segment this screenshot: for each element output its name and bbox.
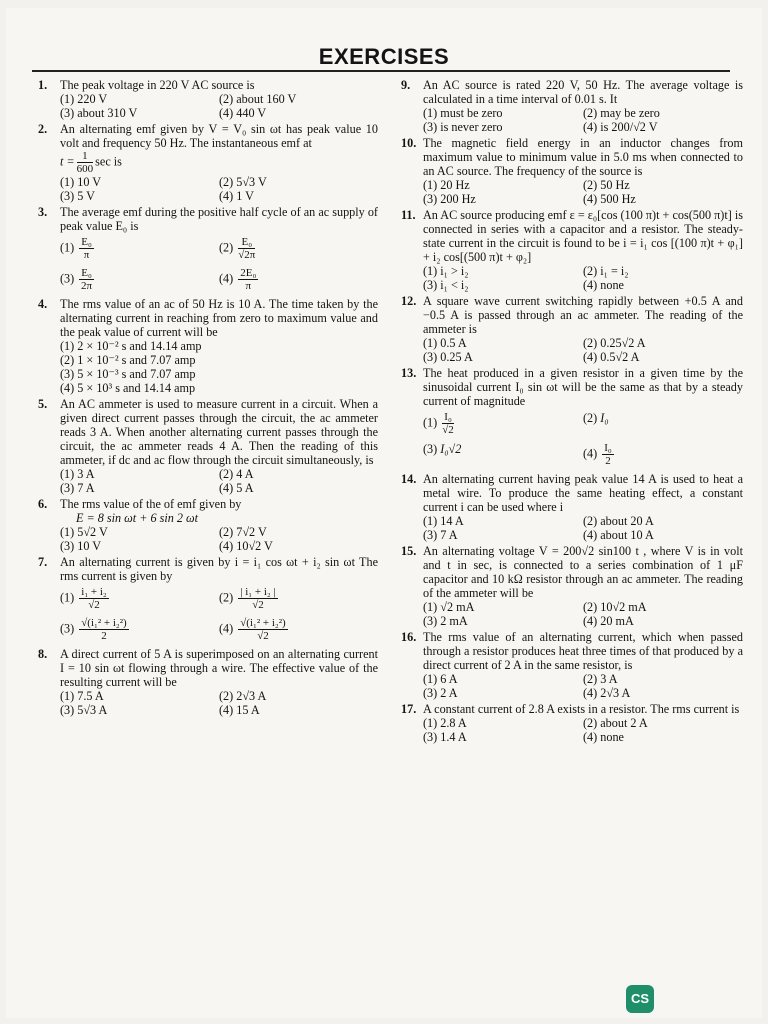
fraction xyxy=(442,411,454,436)
fraction-denominator: √2 xyxy=(252,599,264,611)
option: (1) 2.8 A xyxy=(423,716,467,730)
options xyxy=(60,467,378,495)
question-number: 10. xyxy=(401,136,417,150)
option: (1) 6 A xyxy=(423,672,458,686)
option: (2) about 2 A xyxy=(583,716,648,730)
options xyxy=(60,233,378,295)
question-item xyxy=(401,208,743,292)
option: (3) 10 V xyxy=(60,539,102,553)
option: (4) 15 A xyxy=(219,703,260,717)
option: (4) is 200/√2 V xyxy=(583,120,658,134)
option: (2) i₁ = i₂ xyxy=(583,264,629,278)
question-text: A direct current of 5 A is superimposed on an alternating current I = 10 sin ωt flowing through a wire. The effective value of the resulting current will be xyxy=(60,647,378,689)
question-item xyxy=(401,472,743,542)
option-value: I₀√2 xyxy=(440,442,462,456)
option: (3) 200 Hz xyxy=(423,192,476,206)
options xyxy=(423,178,743,206)
question-item xyxy=(401,78,743,134)
equation-prefix: t = xyxy=(60,154,75,169)
question-text: The rms value of an alternating current, which when passed through a resistor produces heat three times of that produced by a direct current of 2 A in the same resistor, is xyxy=(423,630,743,672)
option xyxy=(219,614,378,645)
question-text: The peak voltage in 220 V AC source is xyxy=(60,78,255,92)
fraction-denominator: √2 xyxy=(88,599,100,611)
fraction-denominator: π xyxy=(245,280,252,292)
option: (1) i₁ > i₂ xyxy=(423,264,469,278)
question-text: An AC source is rated 220 V, 50 Hz. The average voltage is calculated in a time interval of 0.01 s. It xyxy=(423,78,743,106)
question-number: 17. xyxy=(401,702,417,716)
fraction-numerator: | i₁ + i₂ | xyxy=(240,586,276,598)
option xyxy=(423,439,583,470)
option: (4) none xyxy=(583,278,624,292)
option-label: (1) xyxy=(60,590,78,605)
question-text: A square wave current switching rapidly between +0.5 A and −0.5 A is passed through an ac ammeter. The reading of the ammeter is xyxy=(423,294,743,336)
option: (2) 50 Hz xyxy=(583,178,630,192)
option: (3) 2 mA xyxy=(423,614,468,628)
option: (1) 14 A xyxy=(423,514,464,528)
fraction-numerator: E₀ xyxy=(81,236,92,248)
option: (2) 5√3 V xyxy=(219,175,267,189)
question-number: 14. xyxy=(401,472,417,486)
option: (3) 0.25 A xyxy=(423,350,473,364)
fraction-numerator: 2E₀ xyxy=(240,267,257,279)
question-item xyxy=(38,497,378,553)
fraction xyxy=(238,617,287,642)
question-item xyxy=(38,647,378,717)
question-item xyxy=(401,136,743,206)
equation-line: E = 8 sin ωt + 6 sin 2 ωt xyxy=(76,511,199,525)
question-item xyxy=(38,205,378,295)
option: (2) 7√2 V xyxy=(219,525,267,539)
option: (3) 5√3 A xyxy=(60,703,108,717)
question-item xyxy=(38,78,378,120)
question-number: 12. xyxy=(401,294,417,308)
question-number: 13. xyxy=(401,366,417,380)
question-text: A constant current of 2.8 A exists in a resistor. The rms current is xyxy=(423,702,740,716)
option-label: (1) xyxy=(60,240,78,255)
question-text: The rms value of an ac of 50 Hz is 10 A. The time taken by the alternating current in reaching from zero to maximum value and the peak value of current will be xyxy=(60,297,378,339)
option: (1) 0.5 A xyxy=(423,336,467,350)
question-text: An alternating voltage V = 200√2 sin100 t , where V is in volt and t in sec, is connected to a series combination of 1 μF capacitor and 10 kΩ resistor through an ac ammeter. The reading of the ammeter will be xyxy=(423,544,743,600)
option: (1) √2 mA xyxy=(423,600,475,614)
question-item xyxy=(38,122,378,203)
fraction-numerator: I₀ xyxy=(604,442,612,454)
options xyxy=(60,583,378,645)
option xyxy=(219,264,378,295)
left-column xyxy=(38,78,378,719)
option-label: (3) xyxy=(423,442,441,456)
option: (3) 5 V xyxy=(60,189,95,203)
fraction-denominator: 2 xyxy=(101,630,107,642)
option-label: (2) xyxy=(583,411,601,425)
option: (4) 1 V xyxy=(219,189,254,203)
fraction xyxy=(238,267,258,292)
equation-line xyxy=(60,150,378,175)
options xyxy=(60,175,378,203)
question-number: 11. xyxy=(401,208,416,222)
option: (4) 5 × 10³ s and 14.14 amp xyxy=(60,381,196,395)
fraction-denominator: 600 xyxy=(76,163,94,175)
option-label: (4) xyxy=(583,446,601,461)
options xyxy=(423,408,743,470)
options xyxy=(60,339,378,395)
document-page xyxy=(6,8,762,1018)
question-number: 2. xyxy=(38,122,48,136)
option: (3) 7 A xyxy=(423,528,458,542)
question-item xyxy=(38,397,378,495)
option xyxy=(219,583,378,614)
option: (2) 4 A xyxy=(219,467,254,481)
option: (4) 20 mA xyxy=(583,614,634,628)
fraction-denominator: 2 xyxy=(605,455,611,467)
option: (4) 500 Hz xyxy=(583,192,636,206)
question-text: The magnetic field energy in an inductor changes from maximum value to minimum value in 5.0 ms when connected to an AC source. The frequency of the source is xyxy=(423,136,743,178)
question-text: The rms value of the of emf given by xyxy=(60,497,242,511)
equation-suffix: sec is xyxy=(95,154,122,169)
option xyxy=(583,439,743,470)
option: (2) 3 A xyxy=(583,672,618,686)
page-title: EXERCISES xyxy=(318,44,450,69)
option: (2) 10√2 mA xyxy=(583,600,647,614)
fraction xyxy=(79,236,94,261)
option: (3) 7 A xyxy=(60,481,95,495)
option: (1) 10 V xyxy=(60,175,102,189)
option: (3) 5 × 10⁻³ s and 7.07 amp xyxy=(60,367,196,381)
fraction-numerator: 1 xyxy=(77,150,94,163)
question-number: 3. xyxy=(38,205,48,219)
option xyxy=(60,264,219,295)
fraction xyxy=(77,150,94,175)
question-text: The heat produced in a given resistor in a given time by the sinusoidal current I₀ sin ωt will be the same as that by a steady current of magnitude xyxy=(423,366,743,408)
options xyxy=(423,514,743,542)
fraction xyxy=(238,236,255,261)
question-item xyxy=(401,630,743,700)
question-number: 5. xyxy=(38,397,48,411)
option: (4) 2√3 A xyxy=(583,686,631,700)
option: (4) 0.5√2 A xyxy=(583,350,640,364)
question-item xyxy=(38,555,378,645)
question-number: 15. xyxy=(401,544,417,558)
option xyxy=(60,614,219,645)
option xyxy=(60,233,219,264)
option: (1) 7.5 A xyxy=(60,689,104,703)
option: (4) none xyxy=(583,730,624,744)
question-item xyxy=(401,294,743,364)
options xyxy=(60,92,378,120)
option: (3) i₁ < i₂ xyxy=(423,278,469,292)
option: (4) 440 V xyxy=(219,106,267,120)
option: (1) 220 V xyxy=(60,92,108,106)
fraction-numerator: E₀ xyxy=(238,236,255,249)
question-text: An AC source producing emf ε = ε₀[cos (100 π)t + cos(500 π)t] is connected in series with a capacitor and a resistor. The steady-state current in the circuit is found to be i = i₁ cos [(100 π)t + φ₁] + i₂ cos[(500 π)t + φ₂] xyxy=(423,208,743,264)
question-number: 4. xyxy=(38,297,48,311)
question-text: An alternating emf given by V = V₀ sin ωt has peak value 10 volt and frequency 50 Hz. The instantaneous emf at xyxy=(60,122,378,150)
fraction-denominator: 2π xyxy=(81,280,93,292)
fraction-numerator: i₁ + i₂ xyxy=(81,586,107,598)
question-number: 16. xyxy=(401,630,417,644)
option: (4) 10√2 V xyxy=(219,539,273,553)
option xyxy=(583,408,743,439)
fraction-numerator: √(i₁² + i₂²) xyxy=(240,617,286,629)
fraction-denominator: √2 xyxy=(257,630,269,642)
fraction xyxy=(79,617,128,642)
option: (2) about 20 A xyxy=(583,514,654,528)
options xyxy=(423,106,743,134)
right-column xyxy=(401,78,743,746)
question-text: An alternating current having peak value 14 A is used to heat a metal wire. To produce the same heating effect, a constant current i can be used where i xyxy=(423,472,743,514)
option-label: (2) xyxy=(219,240,237,255)
options xyxy=(423,716,743,744)
option: (4) 5 A xyxy=(219,481,254,495)
option-label: (2) xyxy=(219,590,237,605)
fraction-numerator: I₀ xyxy=(442,411,454,424)
camscanner-logo-badge: CS xyxy=(626,985,654,1013)
option xyxy=(60,583,219,614)
title-rule xyxy=(32,70,730,72)
option: (2) may be zero xyxy=(583,106,660,120)
question-number: 6. xyxy=(38,497,48,511)
question-item xyxy=(401,544,743,628)
option: (3) is never zero xyxy=(423,120,503,134)
option-value: I₀ xyxy=(600,411,609,425)
option: (1) 20 Hz xyxy=(423,178,470,192)
option: (3) 1.4 A xyxy=(423,730,467,744)
option-label: (3) xyxy=(60,621,78,636)
question-item xyxy=(401,366,743,470)
options xyxy=(423,672,743,700)
question-text: An alternating current is given by i = i₁ cos ωt + i₂ sin ωt The rms current is given by xyxy=(60,555,378,583)
option: (2) 1 × 10⁻² s and 7.07 amp xyxy=(60,353,196,367)
option: (1) must be zero xyxy=(423,106,503,120)
question-text: The average emf during the positive half cycle of an ac supply of peak value E₀ is xyxy=(60,205,378,233)
option: (3) about 310 V xyxy=(60,106,138,120)
option-label: (4) xyxy=(219,621,237,636)
option: (1) 5√2 V xyxy=(60,525,108,539)
option: (1) 3 A xyxy=(60,467,95,481)
fraction-numerator: √(i₁² + i₂²) xyxy=(81,617,127,629)
question-item xyxy=(401,702,743,744)
option xyxy=(423,408,583,439)
question-item xyxy=(38,297,378,395)
option: (2) 2√3 A xyxy=(219,689,267,703)
fraction-denominator: π xyxy=(83,249,90,261)
question-number: 9. xyxy=(401,78,411,92)
option xyxy=(219,233,378,264)
fraction xyxy=(238,586,277,611)
options xyxy=(60,525,378,553)
options xyxy=(60,689,378,717)
options xyxy=(423,336,743,364)
question-number: 1. xyxy=(38,78,48,92)
options xyxy=(423,264,743,292)
fraction-denominator: √2 xyxy=(442,424,454,436)
option: (2) about 160 V xyxy=(219,92,297,106)
option: (2) 0.25√2 A xyxy=(583,336,646,350)
fraction xyxy=(602,442,614,467)
option: (4) about 10 A xyxy=(583,528,654,542)
question-number: 8. xyxy=(38,647,48,661)
question-text: An AC ammeter is used to measure current in a circuit. When a given direct current passes through the circuit, the ac ammeter reads 3 A. When another alternating current passes through the circuit, the ac ammeter reads 4 A. Then the reading of this ammeter, if dc and ac flow through the circuit simultaneously, is xyxy=(60,397,378,467)
option-label: (4) xyxy=(219,271,237,286)
options xyxy=(423,600,743,628)
option: (3) 2 A xyxy=(423,686,458,700)
fraction xyxy=(79,586,109,611)
question-number: 7. xyxy=(38,555,48,569)
fraction-denominator: √2π xyxy=(238,249,256,261)
fraction-numerator: E₀ xyxy=(81,267,92,279)
option-label: (3) xyxy=(60,271,78,286)
option: (1) 2 × 10⁻² s and 14.14 amp xyxy=(60,339,202,353)
option-label: (1) xyxy=(423,415,441,430)
fraction xyxy=(79,267,94,292)
